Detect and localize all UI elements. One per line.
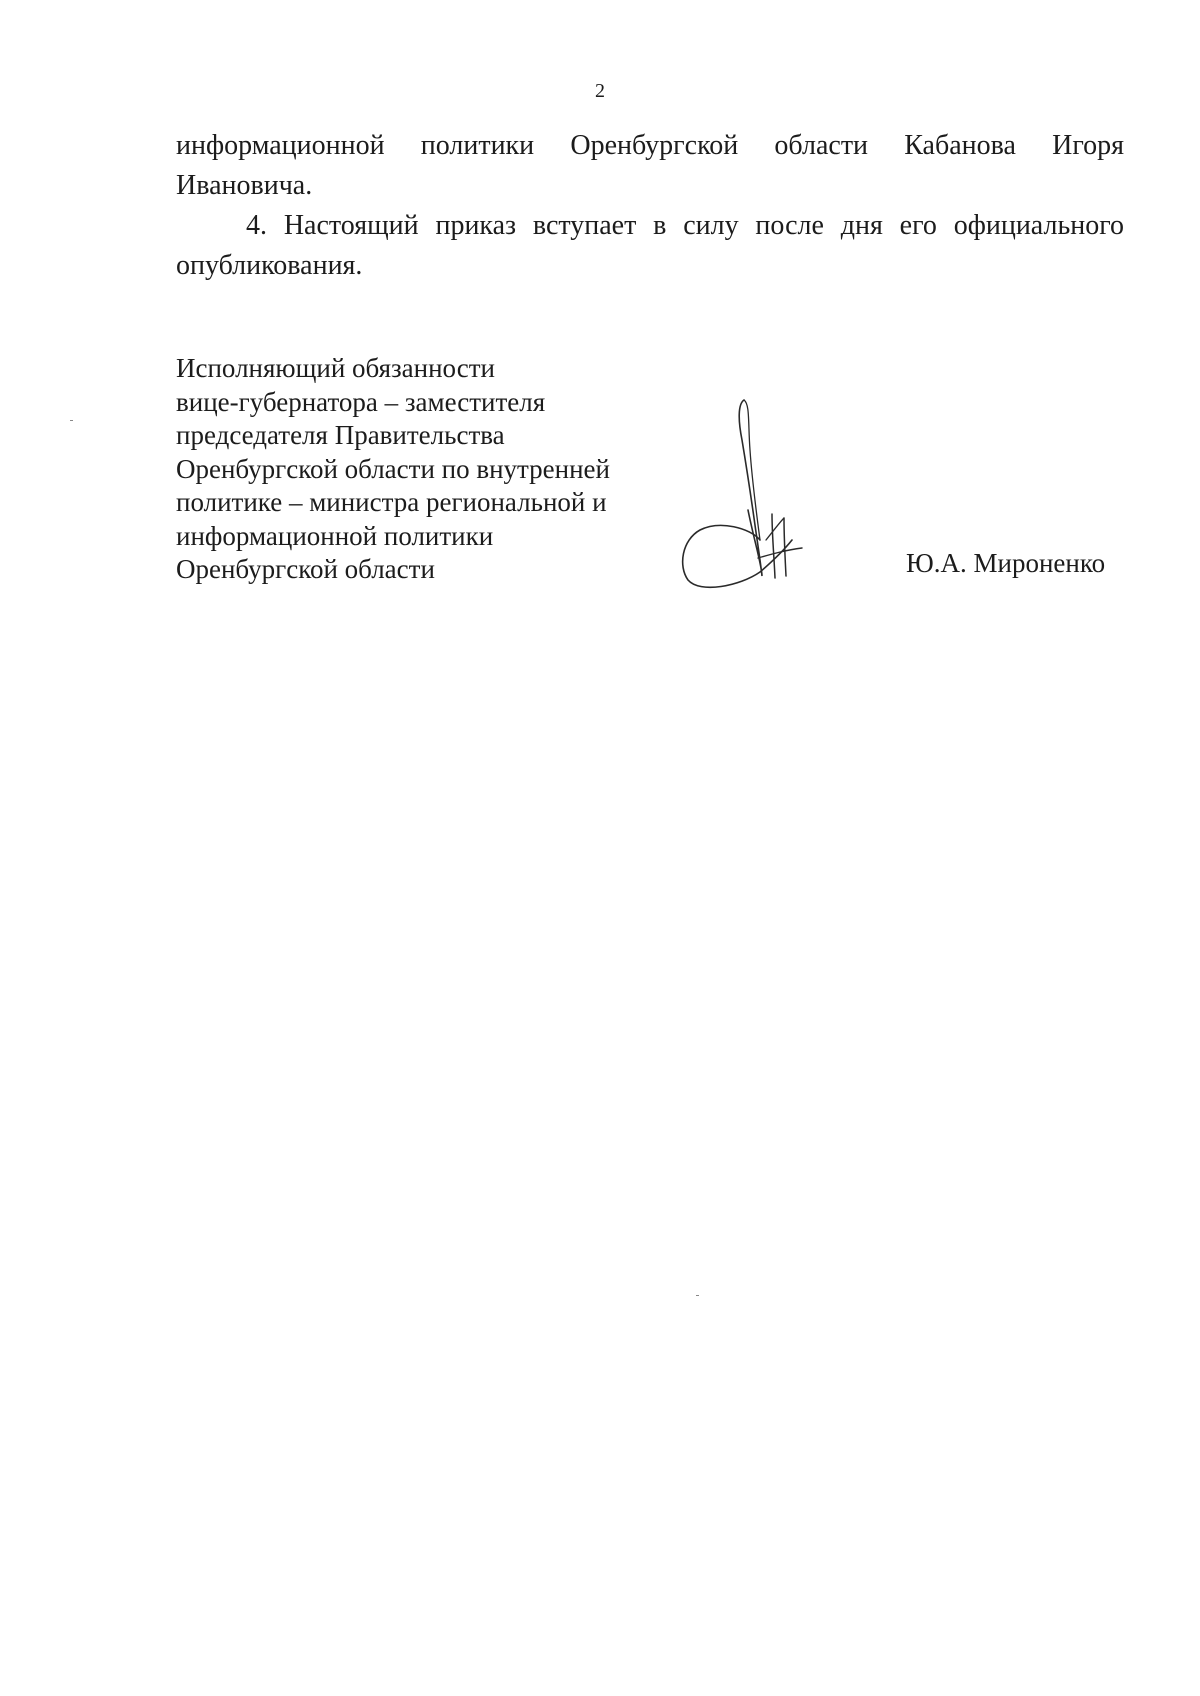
paragraph-continuation-line: информационной политики Оренбургской области Кабанова Игоря	[176, 130, 1124, 161]
signer-name: Ю.А. Мироненко	[906, 548, 1106, 578]
body-text	[176, 126, 1124, 286]
signatory-title-line: Исполняющий обязанности	[176, 353, 495, 383]
signatory-title-line: Оренбургской области	[176, 554, 435, 584]
signatory-title-line: Оренбургской области по внутренней	[176, 453, 610, 484]
signatory-title-line: информационной политики	[176, 520, 494, 551]
scan-speck	[696, 1295, 699, 1296]
signatory-title-line: председателя Правительства	[176, 420, 505, 450]
paragraph-continuation-end: Ивановича.	[176, 170, 313, 201]
signatory-title-line: вице-губернатора – заместителя	[176, 386, 546, 417]
scan-speck	[70, 420, 73, 421]
handwritten-signature	[680, 390, 810, 610]
page-number: 2	[595, 80, 605, 102]
paragraph-item-4: 4. Настоящий приказ вступает в силу после дня его официального опубликования.	[176, 210, 1124, 281]
signatory-title-block	[176, 352, 696, 587]
signatory-title-line: политике – министра региональной и	[176, 487, 607, 517]
